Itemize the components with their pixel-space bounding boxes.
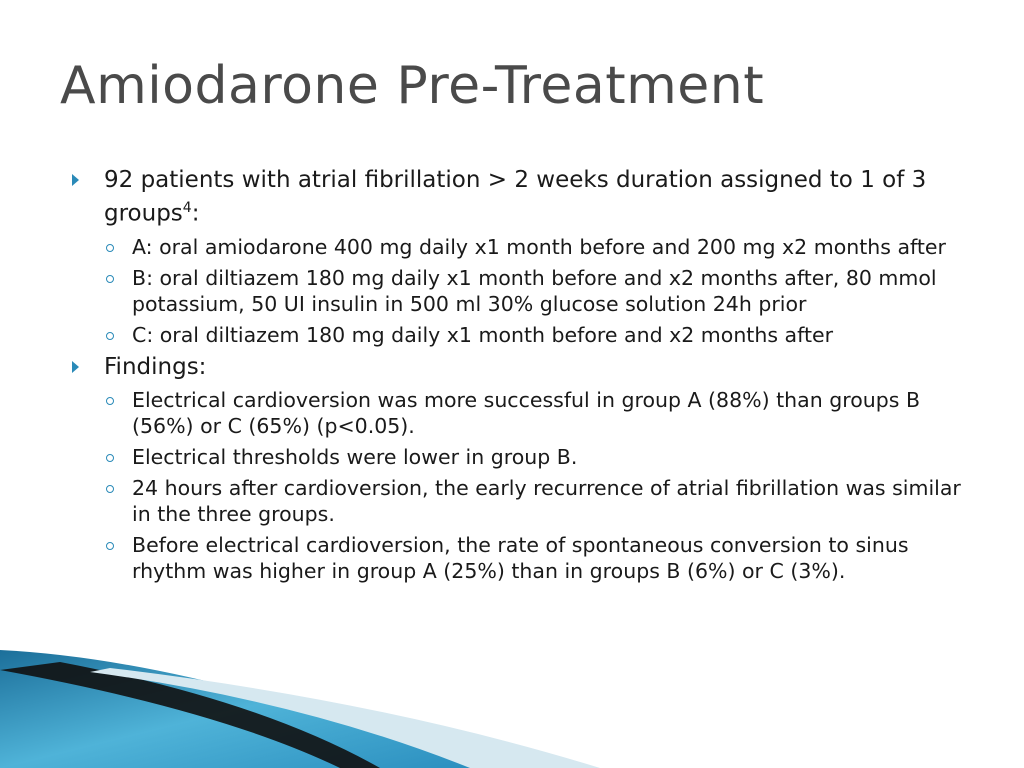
sublist-item (72, 265, 972, 317)
sublist-item-text: Electrical cardioversion was more successful in group A (88%) than groups B (56%) or C (65%) (p<0.05). (132, 387, 921, 438)
circle-bullet-icon (106, 485, 114, 493)
list-item-text: Findings: (104, 353, 207, 380)
sublist-item (72, 387, 972, 439)
sublist-item-text: C: oral diltiazem 180 mg daily x1 month before and x2 months after (132, 322, 834, 347)
footnote-ref: 4 (182, 200, 192, 216)
sublist-item (72, 475, 972, 527)
circle-bullet-icon (106, 397, 114, 405)
circle-bullet-icon (106, 332, 114, 340)
sublist-item (72, 532, 972, 584)
circle-bullet-icon (106, 244, 114, 252)
sublist-item (72, 322, 972, 348)
list-item (72, 353, 972, 381)
arrow-bullet-icon (72, 174, 79, 186)
list-item-suffix: : (191, 200, 200, 227)
slide-title: Amiodarone Pre-Treatment (60, 56, 765, 116)
circle-bullet-icon (106, 454, 114, 462)
sublist-item (72, 234, 972, 260)
sublist-item-text: A: oral amiodarone 400 mg daily x1 month before and 200 mg x2 months after (132, 234, 946, 259)
list-item (72, 166, 972, 228)
circle-bullet-icon (106, 542, 114, 550)
sublist (72, 234, 972, 348)
circle-bullet-icon (106, 275, 114, 283)
sublist-item (72, 444, 972, 470)
list-item-text: 92 patients with atrial fibrillation > 2 weeks duration assigned to 1 of 3 groups (104, 167, 927, 227)
sublist-item-text: B: oral diltiazem 180 mg daily x1 month before and x2 months after, 80 mmol potassium, 50 UI insulin in 500 ml 30% glucose solution 24h prior (132, 265, 937, 316)
sublist-item-text: Before electrical cardioversion, the rate of spontaneous conversion to sinus rhythm was higher in group A (25%) than in groups B (6%) or C (3%). (132, 532, 909, 583)
sublist (72, 387, 972, 584)
sublist-item-text: Electrical thresholds were lower in group B. (132, 444, 578, 469)
sublist-item-text: 24 hours after cardioversion, the early recurrence of atrial fibrillation was similar in the three groups. (132, 475, 961, 526)
arrow-bullet-icon (72, 361, 79, 373)
slide-body (72, 166, 972, 589)
